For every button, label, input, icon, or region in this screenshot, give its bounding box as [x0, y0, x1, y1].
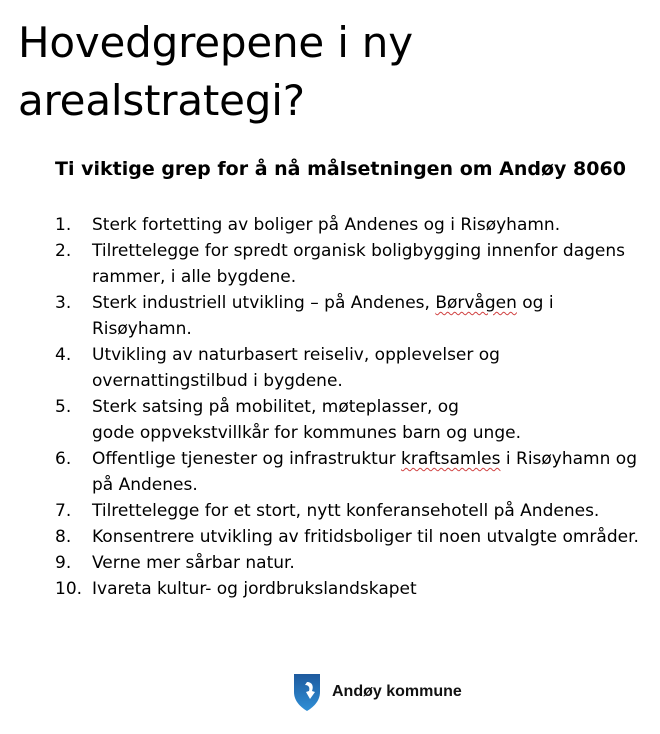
list-item-number: 3.: [55, 293, 72, 313]
list-item-text-part: Sterk fortetting av boliger på Andenes og i Risøyhamn.: [92, 215, 561, 235]
list-item-text-part: Sterk satsing på mobilitet, møteplasser, og: [92, 397, 459, 417]
municipal-shield-icon: [292, 672, 322, 712]
list-item-number: 2.: [55, 241, 72, 261]
list-item-text: [92, 290, 655, 342]
list-item: [55, 498, 655, 524]
list-item-text-part: Tilrettelegge for spredt organisk boligbygging innenfor dagens rammer, i alle bygdene.: [92, 241, 625, 287]
list-item-text: [92, 238, 655, 290]
list-item-text-part: Konsentrere utvikling av fritidsboliger til noen utvalgte områder.: [92, 527, 639, 547]
list-item-number: 6.: [55, 449, 72, 469]
list-item-text: [92, 550, 655, 576]
list-item-number: 9.: [55, 553, 72, 573]
list-item: [55, 550, 655, 576]
list-item-text-part: i Risøyhamn og på Andenes.: [92, 449, 637, 495]
list-item-text: [92, 446, 655, 498]
spellcheck-flagged-word: Børvågen: [435, 293, 517, 313]
list-item-number: 8.: [55, 527, 72, 547]
list-item-number: 4.: [55, 345, 72, 365]
list-item-text-part: Utvikling av naturbasert reiseliv, opplevelser og overnattingstilbud i bygdene.: [92, 345, 500, 391]
list-item: [55, 342, 655, 394]
list-item-number: 10.: [55, 579, 83, 599]
list-item-number: 1.: [55, 215, 72, 235]
list-item-text: [92, 498, 655, 524]
municipality-name: Andøy kommune: [332, 683, 462, 700]
list-item-text-part: Verne mer sårbar natur.: [92, 553, 295, 573]
list-item-text: [92, 394, 655, 446]
slide-subtitle: Ti viktige grep for å nå målsetningen om Andøy 8060: [55, 158, 626, 180]
list-item: [55, 576, 655, 602]
list-item: [55, 212, 655, 238]
list-item-text-part: Sterk industriell utvikling – på Andenes,: [92, 293, 436, 313]
list-item: [55, 446, 655, 498]
list-item: [55, 394, 655, 446]
municipality-logo: [292, 672, 462, 712]
list-item-number: 5.: [55, 397, 72, 417]
list-item-text-part: Ivareta kultur- og jordbrukslandskapet: [92, 579, 417, 599]
list-item-text: [92, 524, 655, 550]
list-item-text: [92, 342, 655, 394]
list-item-text-part: gode oppvekstvillkår for kommunes barn og unge.: [92, 423, 521, 443]
list-item: [55, 290, 655, 342]
list-item-number: 7.: [55, 501, 72, 521]
list-item: [55, 524, 655, 550]
list-item-text-part: og i Risøyhamn.: [92, 293, 554, 339]
list-item-text: [92, 576, 655, 602]
list-item-text-part: Tilrettelegge for et stort, nytt konferansehotell på Andenes.: [92, 501, 600, 521]
list-item: [55, 238, 655, 290]
slide-title: Hovedgrepene i ny arealstrategi?: [18, 18, 413, 125]
list-item-text: [92, 212, 655, 238]
strategy-list: [55, 212, 655, 602]
spellcheck-flagged-word: kraftsamles: [401, 449, 501, 469]
list-item-text-part: Offentlige tjenester og infrastruktur: [92, 449, 401, 469]
